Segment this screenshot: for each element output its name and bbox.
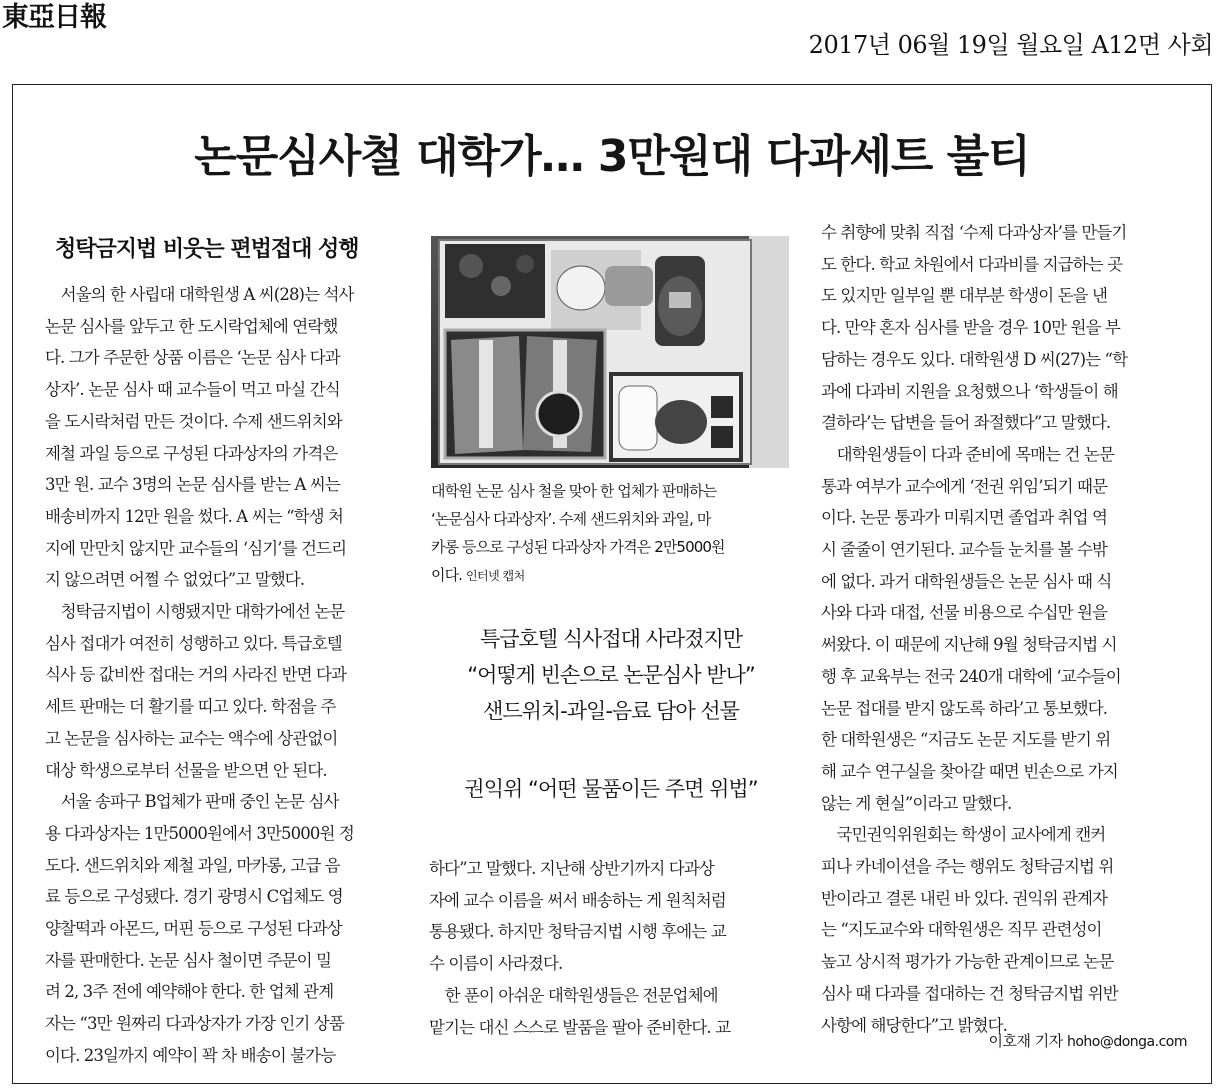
pull-quote-line: 샌드위치-과일-음료 담아 선물 [483, 699, 739, 723]
body-column-3 [821, 217, 1187, 1041]
pull-quote-2 [429, 771, 793, 807]
body-text-line: 료 등으로 구성됐다. 경기 광명시 C업체도 영 [45, 887, 343, 907]
reporter-email: hoho@donga.com [1066, 1034, 1187, 1050]
body-text-line: 결하라’는 답변을 들어 좌절했다”고 말했다. [821, 413, 1111, 433]
body-text-line: 제철 과일 등으로 구성된 다과상자의 가격은 [45, 443, 338, 463]
body-text-line: 식사 등 값비싼 접대는 거의 사라진 반면 다과 [45, 665, 347, 685]
headline: 논문심사철 대학가… 3만원대 다과세트 불티 [194, 131, 1030, 182]
body-text-line: 한 대학원생은 “지금도 논문 지도를 받기 위 [821, 730, 1111, 750]
body-text-line: 않는 게 현실”이라고 말했다. [821, 793, 1012, 813]
caption-last-line [431, 561, 793, 590]
body-text-line: 배송비까지 12만 원을 썼다. A 씨는 “학생 처 [45, 506, 344, 526]
body-text-line: 통과 여부가 교수에게 ‘전권 위임’되기 때문 [821, 476, 1108, 496]
body-text-line: 수 취향에 맞춰 직접 ‘수제 다과상자’를 만들기 [821, 223, 1127, 242]
pull-quote-1 [429, 621, 793, 729]
body-text-line: 이다. 논문 통과가 미뤄지면 졸업과 취업 역 [821, 508, 1108, 528]
body-text-line: 양찰떡과 아몬드, 머핀 등으로 구성된 다과상 [45, 919, 342, 939]
body-text-line: 는 “지도교수와 대학원생은 직무 관련성이 [821, 920, 1102, 940]
pull-quote-line: 권익위 “어떤 물품이든 주면 위법” [464, 777, 758, 801]
body-text-line: 고 논문을 심사하는 교수는 액수에 상관없이 [45, 728, 338, 748]
caption-line: ‘논문심사 다과상자’. 수제 샌드위치와 과일, 마 [431, 510, 711, 528]
body-text-line: 지 않으려면 어쩔 수 없었다”고 말했다. [45, 570, 305, 590]
body-text-line: 대학원생들이 다과 준비에 목매는 건 논문 [821, 444, 1114, 464]
body-text-line: 논문 접대를 받지 않도록 하라’고 통보했다. [821, 698, 1108, 718]
body-text-line: 하다”고 말했다. 지난해 상반기까지 다과상 [429, 859, 714, 878]
body-text-line: 상자’. 논문 심사 때 교수들이 먹고 마실 간식 [45, 380, 340, 400]
body-text-line: 서울 송파구 B업체가 판매 중인 논문 심사 [45, 792, 339, 812]
body-text-line: 3만 원. 교수 3명의 논문 심사를 받는 A 씨는 [45, 475, 340, 495]
body-text-line: 다. 만약 혼자 심사를 받을 경우 10만 원을 부 [821, 318, 1120, 338]
newspaper-logo: 東亞日報 [2, 2, 106, 33]
pull-quote-line: 특급호텔 식사접대 사라졌지만 [479, 627, 743, 651]
body-text-line: 수 이름이 사라졌다. [429, 954, 563, 974]
caption-line: 대학원 논문 심사 철을 맞아 한 업체가 판매하는 [431, 482, 717, 500]
body-text-line: 도 한다. 학교 차원에서 다과비를 지급하는 곳 [821, 254, 1123, 274]
subheadline: 청탁금지법 비웃는 편법접대 성행 [55, 237, 359, 262]
body-text-line: 맡기는 대신 스스로 발품을 팔아 준비한다. 교 [429, 1017, 731, 1037]
snack-box-photo [431, 236, 789, 468]
body-text-line: 한 푼이 아쉬운 대학원생들은 전문업체에 [429, 985, 718, 1005]
byline [821, 1030, 1187, 1051]
caption-line: 카롱 등으로 구성된 다과상자 가격은 2만5000원 [431, 538, 725, 556]
body-text-line: 심사 때 다과를 접대하는 건 청탁금지법 위반 [821, 983, 1118, 1003]
body-text-line: 용 다과상자는 1만5000원에서 3만5000원 정 [45, 823, 354, 843]
article-photo [431, 236, 789, 468]
body-text-line: 도 있지만 일부일 뿐 대부분 학생이 돈을 낸 [821, 286, 1108, 306]
body-text-line: 서울의 한 사립대 대학원생 A 씨(28)는 석사 [45, 285, 354, 304]
body-text-line: 을 도시락처럼 만든 것이다. 수제 샌드위치와 [45, 411, 342, 431]
body-text-line: 행 후 교육부는 전국 240개 대학에 ‘교수들이 [821, 666, 1121, 686]
article-box [12, 84, 1212, 1084]
body-text-line: 대상 학생으로부터 선물을 받으면 안 된다. [45, 760, 327, 780]
body-column-2 [429, 853, 793, 1043]
body-text-line: 이다. 23일까지 예약이 꽉 차 배송이 불가능 [45, 1045, 336, 1065]
caption-end: 이다. [431, 566, 463, 584]
body-text-line: 도다. 샌드위치와 제철 과일, 마카롱, 고급 음 [45, 855, 340, 875]
body-text-line: 자에 교수 이름을 써서 배송하는 게 원칙처럼 [429, 890, 726, 910]
body-text-line: 자는 “3만 원짜리 다과상자가 가장 인기 상품 [45, 1014, 344, 1034]
body-text-line: 해 교수 연구실을 찾아갈 때면 빈손으로 가지 [821, 761, 1118, 781]
photo-caption [431, 477, 793, 590]
reporter-name: 이호재 기자 [988, 1032, 1063, 1050]
body-text-line: 과에 다과비 지원을 요청했으나 ‘학생들이 해 [821, 381, 1118, 401]
body-text-line: 다. 그가 주문한 상품 이름은 ‘논문 심사 다과 [45, 348, 340, 368]
body-text-line: 시 줄줄이 연기된다. 교수들 눈치를 볼 수밖 [821, 540, 1108, 560]
body-text-line: 지에 만만치 않지만 교수들의 ‘심기’를 건드리 [45, 538, 347, 558]
dateline: 2017년 06월 19일 월요일 A12면 사회 [808, 31, 1213, 59]
body-text-line: 피나 카네이션을 주는 행위도 청탁금지법 위 [821, 857, 1114, 877]
body-text-line: 사와 다과 대접, 선물 비용으로 수십만 원을 [821, 603, 1108, 623]
masthead [0, 0, 1221, 62]
body-column-1 [45, 279, 411, 1072]
body-text-line: 국민권익위원회는 학생이 교사에게 캔커 [821, 825, 1106, 845]
body-text-line: 에 없다. 과거 대학원생들은 논문 심사 때 식 [821, 571, 1112, 591]
body-text-line: 심사 접대가 여전히 성행하고 있다. 특급호텔 [45, 633, 342, 653]
body-text-line: 세트 판매는 더 활기를 띠고 있다. 학점을 주 [45, 697, 336, 717]
body-text-line: 자를 판매한다. 논문 심사 철이면 주문이 밀 [45, 950, 332, 970]
body-text-line: 사항에 해당한다”고 밝혔다. [821, 1015, 1007, 1035]
body-text-line: 담하는 경우도 있다. 대학원생 D 씨(27)는 “학 [821, 349, 1128, 369]
body-text-line: 반이라고 결론 내린 바 있다. 권익위 관계자 [821, 888, 1108, 908]
body-text-line: 논문 심사를 앞두고 한 도시락업체에 연락했 [45, 316, 338, 336]
body-text-line: 려 2, 3주 전에 예약해야 한다. 한 업체 관계 [45, 982, 334, 1002]
body-text-line: 높고 상시적 평가가 가능한 관계이므로 논문 [821, 952, 1114, 972]
body-text-line: 청탁금지법이 시행됐지만 대학가에선 논문 [45, 602, 345, 622]
body-text-line: 써왔다. 이 때문에 지난해 9월 청탁금지법 시 [821, 635, 1117, 655]
photo-credit: 인터넷 캡처 [465, 569, 525, 583]
pull-quote-line: “어떻게 빈손으로 논문심사 받나” [467, 663, 755, 687]
body-text-line: 통용됐다. 하지만 청탁금지법 시행 후에는 교 [429, 922, 726, 942]
